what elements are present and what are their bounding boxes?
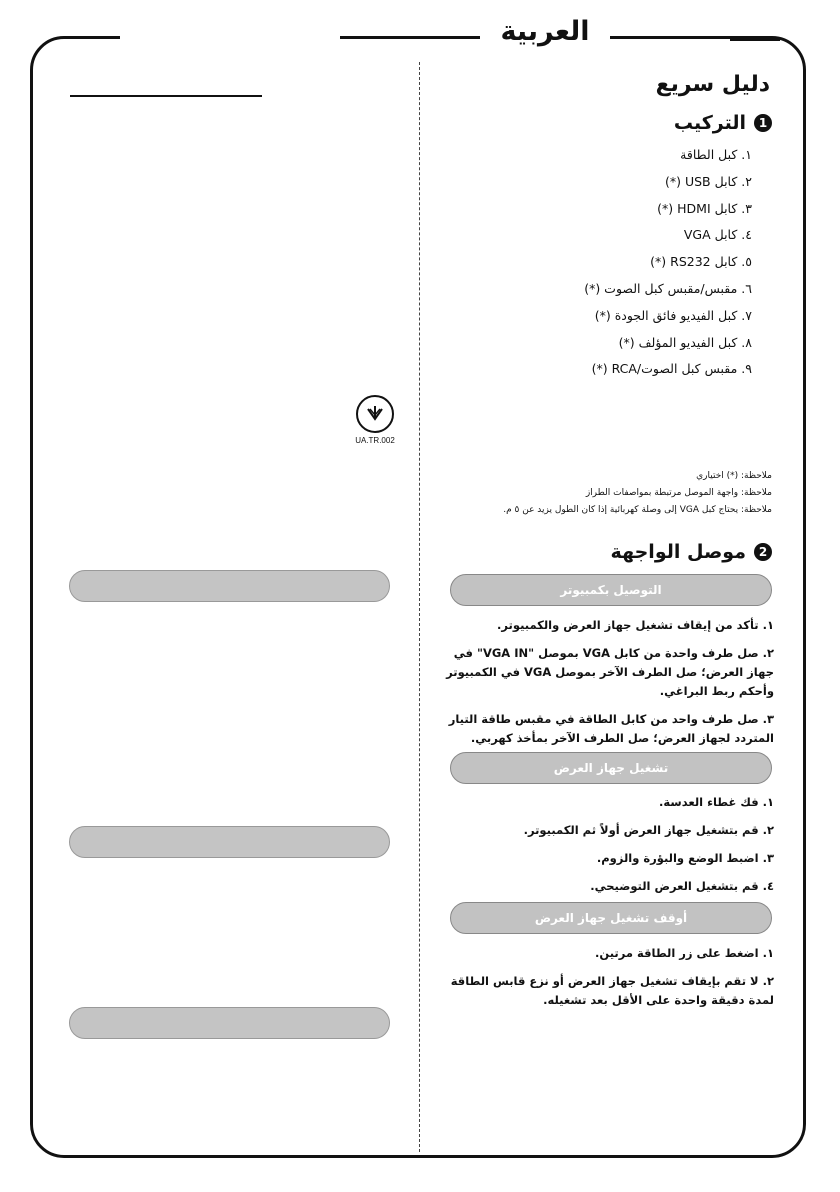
list-item: ٨. كبل الفيديو المؤلف (*) (618, 334, 752, 350)
list-item: ٦. مقبس/مقبس كبل الصوت (*) (584, 280, 752, 296)
cable-list (432, 142, 752, 383)
section-bar-power-on (450, 752, 772, 784)
connector-heading (611, 541, 772, 563)
installation-heading-text: التركيب (673, 112, 746, 134)
note-vga-length: ملاحظة: يحتاج كبل VGA إلى وصلة كهربائية إذا كان الطول يزيد عن ٥ م. (503, 505, 772, 515)
left-blank-bar-1 (69, 570, 390, 602)
language-title: العربية (500, 16, 590, 47)
list-item: ٣. اضبط الوضع والبؤرة والزوم. (596, 851, 774, 865)
list-item: ٧. كبل الفيديو فائق الجودة (*) (594, 307, 752, 323)
list-item: ٩. مقبس كبل الصوت/RCA (*) (591, 361, 752, 377)
section-title-power-off: أوقف تشغيل جهاز العرض (534, 911, 688, 925)
header-dash (730, 38, 780, 41)
step-2-icon: 2 (754, 543, 772, 561)
list-item: ٣. كابل HDMI (*) (657, 200, 752, 216)
list-item: ٤. قم بتشغيل العرض التوضيحي. (590, 879, 774, 893)
section-bar-power-off (450, 902, 772, 934)
list-item: ٢. كابل USB (*) (664, 173, 752, 189)
list-item: ٢. لا تقم بإيقاف تشغيل جهاز العرض أو نزع قابس الطاقة لمدة دقيقة واحدة على الأقل بعد تشغيله. (450, 974, 774, 1007)
column-divider (419, 62, 420, 1152)
note-optional: ملاحظة: (*) اختياري (696, 471, 772, 481)
installation-heading (674, 112, 772, 134)
note-interface: ملاحظة: واجهة الموصل مرتبطة بمواصفات الطراز (585, 488, 772, 498)
list-item: ٤. كابل VGA (683, 227, 752, 243)
list-item: ١. اضغط على زر الطاقة مرتين. (595, 946, 774, 960)
section-title-power-on: تشغيل جهاز العرض (553, 761, 669, 775)
steps-pc (444, 616, 774, 757)
notes-block (432, 468, 772, 519)
list-item: ١. كبل الطاقة (680, 147, 752, 162)
guide-title: دليل سريع (655, 72, 770, 97)
steps-power-off (444, 944, 774, 1019)
list-item: ٣. صل طرف واحد من كابل الطاقة في مقبس طاقة التيار المتردد لجهاز العرض؛ صل الطرف الآخر بمأخذ كهربي. (448, 712, 774, 745)
steps-power-on (444, 793, 774, 905)
certification-mark (345, 395, 405, 445)
list-item: ١. فك غطاء العدسة. (659, 795, 774, 809)
section-bar-pc (450, 574, 772, 606)
list-item: ٢. صل طرف واحدة من كابل VGA بموصل "VGA IN" في جهاز العرض؛ صل الطرف الآخر بموصل VGA في الكمبيوتر وأحكم ربط البراغي. (446, 646, 774, 698)
list-item: ٢. قم بتشغيل جهاز العرض أولاً ثم الكمبيوتر. (523, 823, 774, 837)
left-blank-bar-2 (69, 826, 390, 858)
language-header (300, 14, 780, 58)
left-top-rule (70, 95, 262, 97)
list-item: ١. تأكد من إيقاف تشغيل جهاز العرض والكمبيوتر. (497, 618, 774, 632)
step-1-icon: 1 (754, 114, 772, 132)
connector-heading-text: موصل الواجهة (610, 541, 746, 563)
section-title-pc: التوصيل بكمبيوتر (560, 583, 662, 597)
list-item: ٥. كابل RS232 (*) (650, 254, 752, 270)
left-blank-bar-3 (69, 1007, 390, 1039)
ukraine-conformity-icon (356, 395, 394, 433)
certification-code: UA.TR.002 (355, 436, 395, 445)
